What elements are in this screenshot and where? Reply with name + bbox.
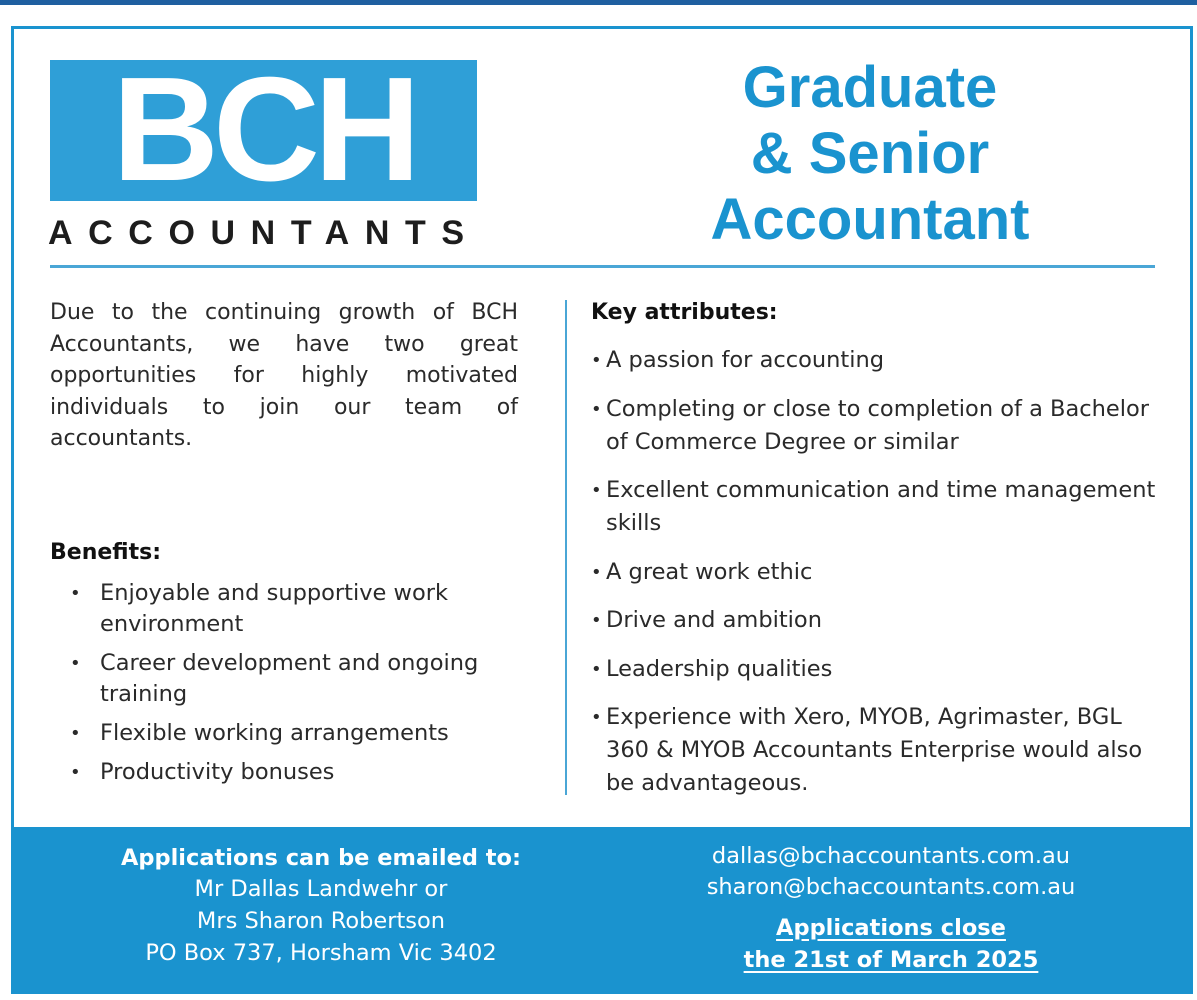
bullet-icon: • [591,480,602,501]
contact-name-2: Mrs Sharon Robertson [196,908,446,934]
bullet-icon: • [70,723,81,744]
benefits-heading: Benefits: [50,540,161,565]
benefit-item: • Flexible working arrangements [50,718,540,749]
job-title-line-1: Graduate [742,55,998,120]
benefit-item: • Productivity bonuses [50,757,540,788]
attribute-item: • Leadership qualities [591,653,1171,686]
logo-subtitle: ACCOUNTANTS [48,214,480,252]
closing-date-line-2: the 21st of March 2025 [743,947,1039,973]
benefits-list [50,578,540,796]
header-divider [50,265,1155,268]
logo [50,60,477,201]
attribute-item: • Drive and ambition [591,604,1171,637]
closing-date-line-1: Applications close [776,915,1006,941]
job-title-line-2: & Senior [750,121,990,186]
benefit-item: • Enjoyable and supportive work environment [70,580,449,637]
bullet-icon: • [70,583,81,604]
attribute-item: • A great work ethic [591,556,1171,589]
contact-name-1: Mr Dallas Landwehr or [194,876,448,902]
attributes-list [591,344,1171,816]
job-title [640,55,1100,253]
email-sharon[interactable]: sharon@bchaccountants.com.au [706,874,1076,900]
application-heading: Applications can be emailed to: [120,845,522,871]
postal-address: PO Box 737, Horsham Vic 3402 [145,940,497,966]
attribute-item: • Excellent communication and time management skills [591,474,1171,540]
bullet-icon: • [591,610,602,631]
bullet-icon: • [591,658,602,680]
attribute-item: • A passion for accounting [591,344,1171,377]
attribute-item: • Experience with Xero, MYOB, Agrimaster, BGL 360 & MYOB Accountants Enterprise would also be advantageous. [591,701,1171,800]
attributes-heading: Key attributes: [591,300,778,325]
closing-date [631,912,1151,976]
logo-main-text: BCH [112,60,415,201]
bullet-icon: • [70,653,81,674]
bullet-icon: • [591,398,602,420]
benefit-item: • Career development and ongoing training [70,650,479,707]
job-title-line-3: Accountant [710,187,1030,252]
bullet-icon: • [591,561,602,583]
top-rule [0,0,1197,5]
application-contacts [631,841,1151,976]
column-divider [565,300,567,795]
email-dallas[interactable]: dallas@bchaccountants.com.au [711,843,1071,869]
bullet-icon: • [591,350,602,371]
footer-band [11,827,1193,994]
bullet-icon: • [70,762,81,783]
attribute-item: • Completing or close to completion of a Bachelor of Commerce Degree or similar [591,393,1171,459]
application-details [71,843,571,969]
bullet-icon: • [591,707,602,728]
intro-paragraph: Due to the continuing growth of BCH Accountants, we have two great opportunities for highly motivated individuals to join our team of accountants. [50,300,518,451]
